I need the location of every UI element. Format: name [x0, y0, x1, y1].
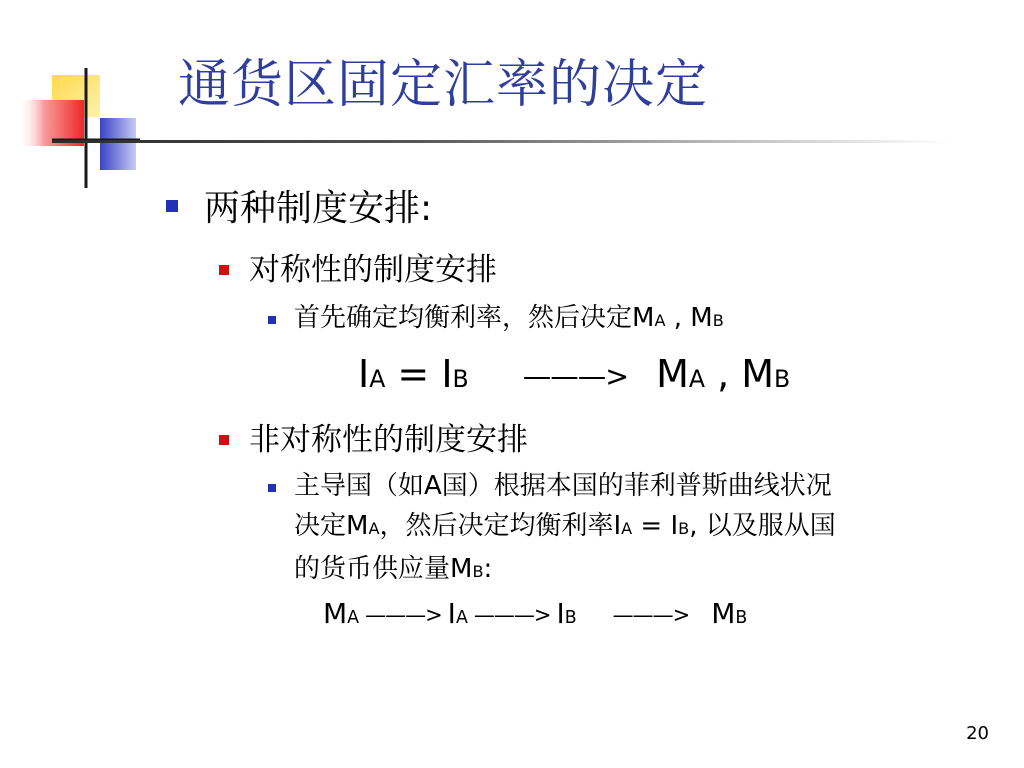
formula-symmetric: IA = IB ———> MA , MB: [358, 352, 791, 396]
bullet-text: 两种制度安排:: [204, 188, 433, 229]
formula-asymmetric: MA ———> IA ———> IB ———> MB: [323, 597, 748, 630]
slide-title: 通货区固定汇率的决定: [178, 55, 709, 115]
bullet-marker: [219, 265, 229, 275]
bullet-marker: [166, 200, 178, 212]
bullet-text: 主导国（如A国）根据本国的菲利普斯曲线状况 决定MA，然后决定均衡利率IA = IB, 以及服从国 的货币供应量MB:: [294, 471, 836, 584]
bullet-text: 首先确定均衡利率，然后决定MA , MB: [294, 303, 724, 333]
page-number: 20: [966, 723, 989, 744]
decorative-logo: [0, 0, 140, 200]
bullet-text: 非对称性的制度安排: [249, 422, 528, 458]
title-divider: [52, 140, 952, 143]
bullet-marker: [219, 435, 229, 445]
arrow-icon: ———>: [612, 603, 690, 627]
arrow-icon: ———>: [365, 603, 442, 627]
bullet-marker: [268, 484, 276, 492]
bullet-marker: [268, 316, 276, 324]
arrow-icon: ———>: [522, 360, 629, 393]
arrow-icon: ———>: [473, 603, 551, 627]
bullet-text: 对称性的制度安排: [249, 252, 497, 288]
